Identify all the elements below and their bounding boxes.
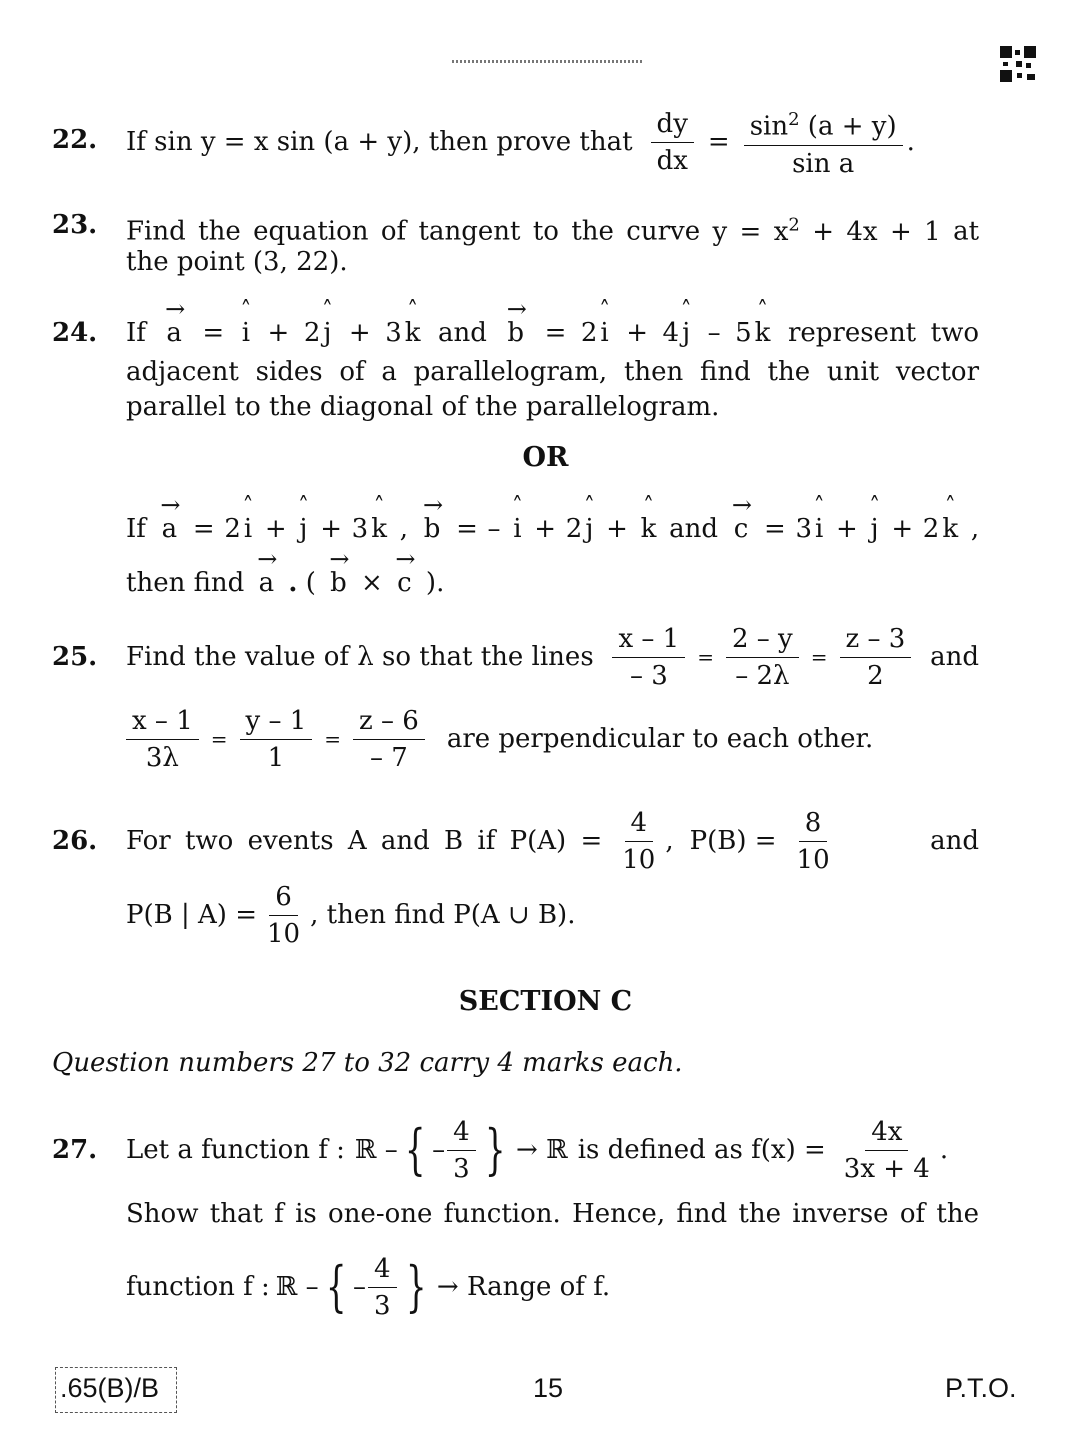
question-24-alt-line-1: If → a = 2˄ i + ˄ j + 3˄ k , → b = – ˄ i + 2˄ j + ˄ k and → c = 3˄ i + ˄ j + 2˄ k , <box>126 511 979 547</box>
question-27-line-1: Let a function f : ℝ – { – $\frac{4}{3}$ } → ℝ is defined as f(x) = $\frac{4x}{3x + 4}$ . <box>126 1116 949 1184</box>
question-27-line-2: Show that f is one-one function. Hence, find the inverse of the <box>126 1199 979 1229</box>
question-24-alt-line-2: then find → a . ( → b × → c ). <box>126 566 444 600</box>
question-23-line-1: Find the equation of tangent to the curve $y = x^2 + 4x + 1$ at <box>126 214 980 247</box>
question-26-line-2: P(B | A) = $\frac{6}{10}$ , then find P(A ∪ B). <box>126 881 576 949</box>
question-24-line-3: parallel to the diagonal of the parallelogram. <box>126 392 720 422</box>
question-26-line-1: For two events A and B if P(A) = $\frac{4}{10}$ , P(B) = $\frac{8}{10}$ and <box>126 807 979 875</box>
fraction-rhs: $\frac{\sin^2 (a + y)}{\text{sin a}}$ <box>744 105 903 179</box>
page-number: 15 <box>533 1373 564 1403</box>
paper-code: .65(B)/B <box>60 1373 160 1403</box>
or-heading: OR <box>522 442 569 473</box>
question-number: 22. <box>52 125 98 155</box>
fraction-dy-dx: $\frac{dy}{dx}$ <box>651 109 694 176</box>
header-microtext-strip <box>452 60 642 63</box>
question-24-line-2: adjacent sides of a parallelogram, then find the unit vector <box>126 357 979 387</box>
question-number: 23. <box>52 210 98 240</box>
question-number: 27. <box>52 1135 98 1165</box>
section-c-note: Question numbers 27 to 32 carry 4 marks each. <box>52 1048 683 1078</box>
question-number: 26. <box>52 826 98 856</box>
section-c-heading: SECTION C <box>458 986 633 1017</box>
question-25-line-2: $\frac{x - 1}{3\lambda}$ = $\frac{y - 1}{1}$ = $\frac{z - 6}{- 7}$ are perpendicular to each other. <box>126 704 873 774</box>
question-number: 24. <box>52 318 98 348</box>
question-27-line-3: function f : ℝ – { – $\frac{4}{3}$ } → Range of f. <box>126 1253 611 1321</box>
question-24-line-1: If → a = ˄ i + 2˄ j + 3˄ k and → b = 2˄ i + 4˄ j – 5˄ k represent two <box>126 315 979 351</box>
pto-label: P.T.O. <box>945 1373 1017 1403</box>
question-25-line-1: Find the value of λ so that the lines $\frac{x - 1}{- 3}$ = $\frac{2 - y}{- 2\lambda}$ = $\frac{z - 3}{2}$ and <box>126 623 979 691</box>
qr-code-icon <box>1000 46 1036 82</box>
question-22: If sin y = x sin (a + y), then prove that $\frac{dy}{dx}$ = $\frac{\sin^2 (a + y)}{\text{sin a}}$ . <box>126 107 915 177</box>
question-number: 25. <box>52 642 98 672</box>
question-23-line-2: the point (3, 22). <box>126 247 348 277</box>
